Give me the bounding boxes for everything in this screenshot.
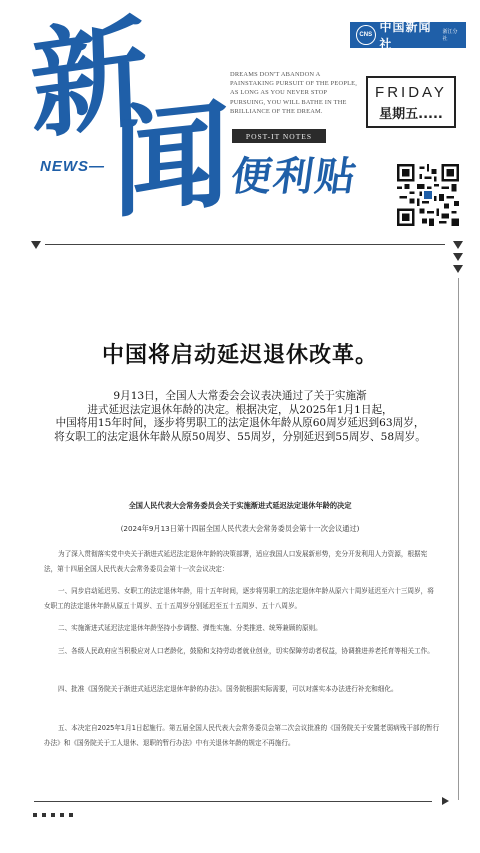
bottom-dots <box>33 813 73 817</box>
dot <box>69 813 73 817</box>
dot <box>51 813 55 817</box>
lead-line: 进式延迟法定退休年龄的决定。根据决定，从2025年1月1日起， <box>87 403 393 416</box>
dot <box>60 813 64 817</box>
weekday-en: FRIDAY <box>375 84 447 101</box>
triangle-down-icon <box>453 253 463 261</box>
bottom-rule <box>34 801 432 802</box>
news-label: NEWS— <box>40 158 105 175</box>
lead-line: 中国将用15年时间，逐步将男职工的法定退休年龄从原60周岁延迟到63周岁， <box>55 417 425 429</box>
column-title: 便利贴 <box>228 154 361 200</box>
cns-logo-icon: CNS <box>356 25 376 45</box>
brand-sub: 浙江分社 <box>442 29 458 42</box>
document-paragraph: 二、实施渐进式延迟法定退休年龄坚持小步调整、弹性实施、分类推进、统筹兼顾的原则。 <box>58 624 322 632</box>
masthead-char-wen: 闻 <box>112 83 230 235</box>
article-headline: 中国将启动延迟退休改革。 <box>101 343 378 368</box>
weekday-box <box>366 76 456 128</box>
triangle-down-icon <box>453 265 463 273</box>
triangle-down-icon <box>453 241 463 249</box>
dot <box>33 813 37 817</box>
lead-line: 将女职工的法定退休年龄从原50周岁、55周岁，分别延迟到55周岁、58周岁。 <box>54 430 426 443</box>
masthead-char-xin: 新 <box>28 1 150 157</box>
top-rule <box>45 244 445 245</box>
motto-quote: DREAMS DON'T ABANDON A PAINSTAKING PURSUIT OF THE PEOPLE, AS LONG AS YOU NEVER STOP PURSUING, YOU WILL BATHE IN THE BRILLIANCE OF THE DREAM. <box>230 71 358 115</box>
weekday-zh: 星期五..... <box>379 107 443 122</box>
triangle-down-icon <box>31 241 41 249</box>
brand-badge <box>350 20 466 51</box>
document-title: 全国人民代表大会常务委员会关于实施渐进式延迟法定退休年龄的决定 <box>128 501 352 510</box>
document-subtitle: (2024年9月13日第十四届全国人民代表大会常务委员会第十一次会议通过) <box>120 524 360 533</box>
document-paragraph: 一、同步启动延迟男、女职工的法定退休年龄，用十五年时间，逐步将男职工的法定退休年龄从原六十周岁延迟至六十三周岁，将女职工的法定退休年龄从原五十周岁、五十五周岁分别延迟至五十五周岁、五十八周岁。 <box>44 587 434 610</box>
document-paragraph: 为了深入贯彻落实党中央关于渐进式延迟法定退休年龄的决策部署，适应我国人口发展新形势，充分开发利用人力资源，根据宪法，第十四届全国人民代表大会常务委员会第十一次会议决定： <box>44 550 428 573</box>
document-paragraph: 五、本决定自2025年1月1日起施行。第五届全国人民代表大会常务委员会第二次会议批准的《国务院关于安置老弱病残干部的暂行办法》和《国务院关于工人退休、退职的暂行办法》中有关退休年龄的规定不再施行。 <box>44 724 440 747</box>
lead-line: 9月13日，全国人大常委会会议表决通过了关于实施渐 <box>113 390 367 402</box>
qr-code-icon[interactable] <box>397 164 459 226</box>
article-lead <box>30 390 450 444</box>
brand-name: 中国新闻社 <box>379 20 432 51</box>
triangle-right-icon <box>442 797 449 805</box>
postit-label: POST-IT NOTES <box>232 129 326 143</box>
dot <box>42 813 46 817</box>
document-paragraph: 三、各级人民政府应当积极应对人口老龄化，鼓励和支持劳动者就业创业，切实保障劳动者权益，协调推进养老托育等相关工作。 <box>58 647 434 655</box>
document-paragraph: 四、批准《国务院关于渐进式延迟法定退休年龄的办法》。国务院根据实际需要，可以对落实本办法进行补充和细化。 <box>58 685 398 693</box>
